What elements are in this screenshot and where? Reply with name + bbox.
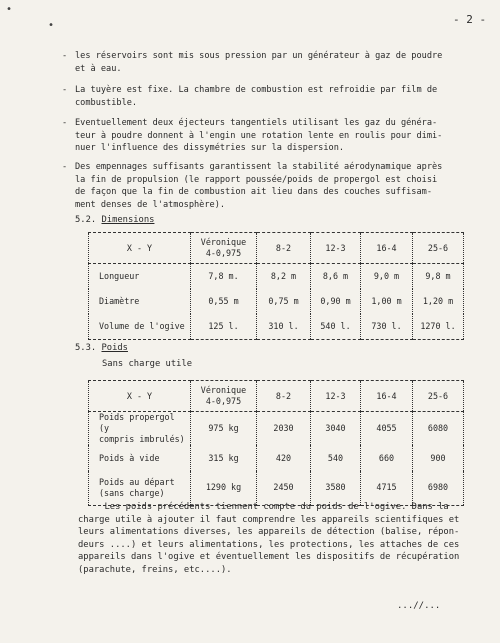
table-row [89, 471, 464, 505]
table-cell: 3580 [311, 471, 361, 505]
column-header: 16-4 [361, 381, 413, 412]
text-line: nuer l'influence des dissymétries sur la dispersion. [75, 143, 345, 153]
bullet-item [62, 50, 470, 75]
text-line: les réservoirs sont mis sous pression par un générateur à gaz de poudre [75, 51, 443, 61]
table-cell: 540 l. [311, 314, 361, 340]
table-cell: 660 [361, 445, 413, 471]
table-cell: 7,8 m. [191, 264, 257, 289]
column-header: 25-6 [413, 381, 464, 412]
table-cell: 0,75 m [257, 289, 311, 314]
table-row [89, 445, 464, 471]
table-cell: 9,0 m [361, 264, 413, 289]
column-header: 12-3 [311, 233, 361, 264]
table-cell: 1290 kg [191, 471, 257, 505]
text-line: Eventuellement deux éjecteurs tangentiels utilisant les gaz du généra- [75, 118, 438, 128]
table-cell: 3040 [311, 412, 361, 446]
column-header: Véronique 4-0,975 [191, 233, 257, 264]
row-label: Poids propergol (y compris imbrulés) [89, 412, 191, 446]
table-cell: 1270 l. [413, 314, 464, 340]
bullet-item [62, 161, 470, 211]
table-cell: 0,90 m [311, 289, 361, 314]
column-header: Véronique 4-0,975 [191, 381, 257, 412]
row-label: Longueur [89, 264, 191, 289]
text-line: appareils dans l'ogive et éventuellement les dispositifs de récupération [78, 552, 460, 562]
text-line: combustible. [75, 97, 138, 108]
table-cell: 315 kg [191, 445, 257, 471]
table-cell: 2450 [257, 471, 311, 505]
text-line: et à eau. [75, 63, 122, 74]
row-label: Poids au départ (sans charge) [89, 471, 191, 505]
column-header: 25-6 [413, 233, 464, 264]
table-cell: 6080 [413, 412, 464, 446]
column-header: 12-3 [311, 381, 361, 412]
page-number: - 2 - [453, 13, 487, 26]
table-row [89, 412, 464, 446]
section-title: Dimensions [101, 215, 155, 225]
poids-table [88, 380, 464, 506]
text-line: ment denses de l'atmosphère). [75, 199, 226, 210]
text-line: Les poids précédents tiennent compte du poids de l'ogive. Dans la [78, 502, 449, 512]
table-cell: 6980 [413, 471, 464, 505]
table-cell: 1,20 m [413, 289, 464, 314]
column-header: 16-4 [361, 233, 413, 264]
table-cell: 540 [311, 445, 361, 471]
section-number: 5.3. [75, 343, 97, 353]
body-paragraph [78, 501, 459, 576]
text-line: Des empennages suffisants garantissent la stabilité aérodynamique après [75, 162, 443, 172]
section-number: 5.2. [75, 215, 97, 225]
bullet-dash: - [62, 118, 68, 128]
section-title: Poids [101, 343, 128, 353]
bullet-dash: - [62, 51, 68, 61]
section-heading-dimensions [75, 215, 154, 225]
row-label: Volume de l'ogive [89, 314, 191, 340]
column-header: 8-2 [257, 233, 311, 264]
table-row [89, 264, 464, 289]
section-heading-poids [75, 343, 128, 353]
text-line: deurs ....) et leurs alimentations, les protections, les attaches de ces [78, 539, 460, 550]
table-cell: 1,00 m [361, 289, 413, 314]
table-header-row [89, 381, 464, 412]
bullet-dash: - [62, 162, 68, 172]
column-header: X - Y [89, 381, 191, 412]
table-header-row [89, 233, 464, 264]
text-line: La tuyère est fixe. La chambre de combustion est refroidie par film de [75, 85, 438, 95]
scan-mark: • [48, 20, 55, 31]
bullet-item [62, 117, 470, 155]
text-line: leurs alimentations diverses, les appareils de détection (balise, répon- [78, 527, 460, 537]
table-cell: 0,55 m [191, 289, 257, 314]
column-header: X - Y [89, 233, 191, 264]
table-cell: 9,8 m [413, 264, 464, 289]
text-line: de façon que la fin de combustion ait lieu dans des couches suffisam- [75, 187, 432, 197]
scan-mark: • [6, 4, 13, 15]
text-line: teur à poudre donnent à l'engin une rotation lente en roulis pour dimi- [75, 130, 443, 141]
table-cell: 8,6 m [311, 264, 361, 289]
table-cell: 730 l. [361, 314, 413, 340]
table-cell: 4055 [361, 412, 413, 446]
subheading: Sans charge utile [102, 359, 193, 369]
table-cell: 975 kg [191, 412, 257, 446]
column-header: 8-2 [257, 381, 311, 412]
row-label: Poids à vide [89, 445, 191, 471]
bullet-item [62, 84, 470, 109]
bullet-dash: - [62, 85, 68, 95]
table-cell: 8,2 m [257, 264, 311, 289]
table-cell: 900 [413, 445, 464, 471]
table-row [89, 314, 464, 340]
table-cell: 420 [257, 445, 311, 471]
row-label: Diamètre [89, 289, 191, 314]
text-line: (parachute, freins, etc....). [78, 564, 232, 575]
continuation-marker: ...//... [397, 601, 441, 611]
table-cell: 310 l. [257, 314, 311, 340]
table-row [89, 289, 464, 314]
dimensions-table [88, 232, 464, 340]
table-cell: 2030 [257, 412, 311, 446]
table-cell: 125 l. [191, 314, 257, 340]
text-line: la fin de propulsion (le rapport poussée/poids de propergol est choisi [75, 174, 438, 185]
table-cell: 4715 [361, 471, 413, 505]
text-line: charge utile à ajouter il faut comprendre les appareils scientifiques et [78, 514, 460, 525]
